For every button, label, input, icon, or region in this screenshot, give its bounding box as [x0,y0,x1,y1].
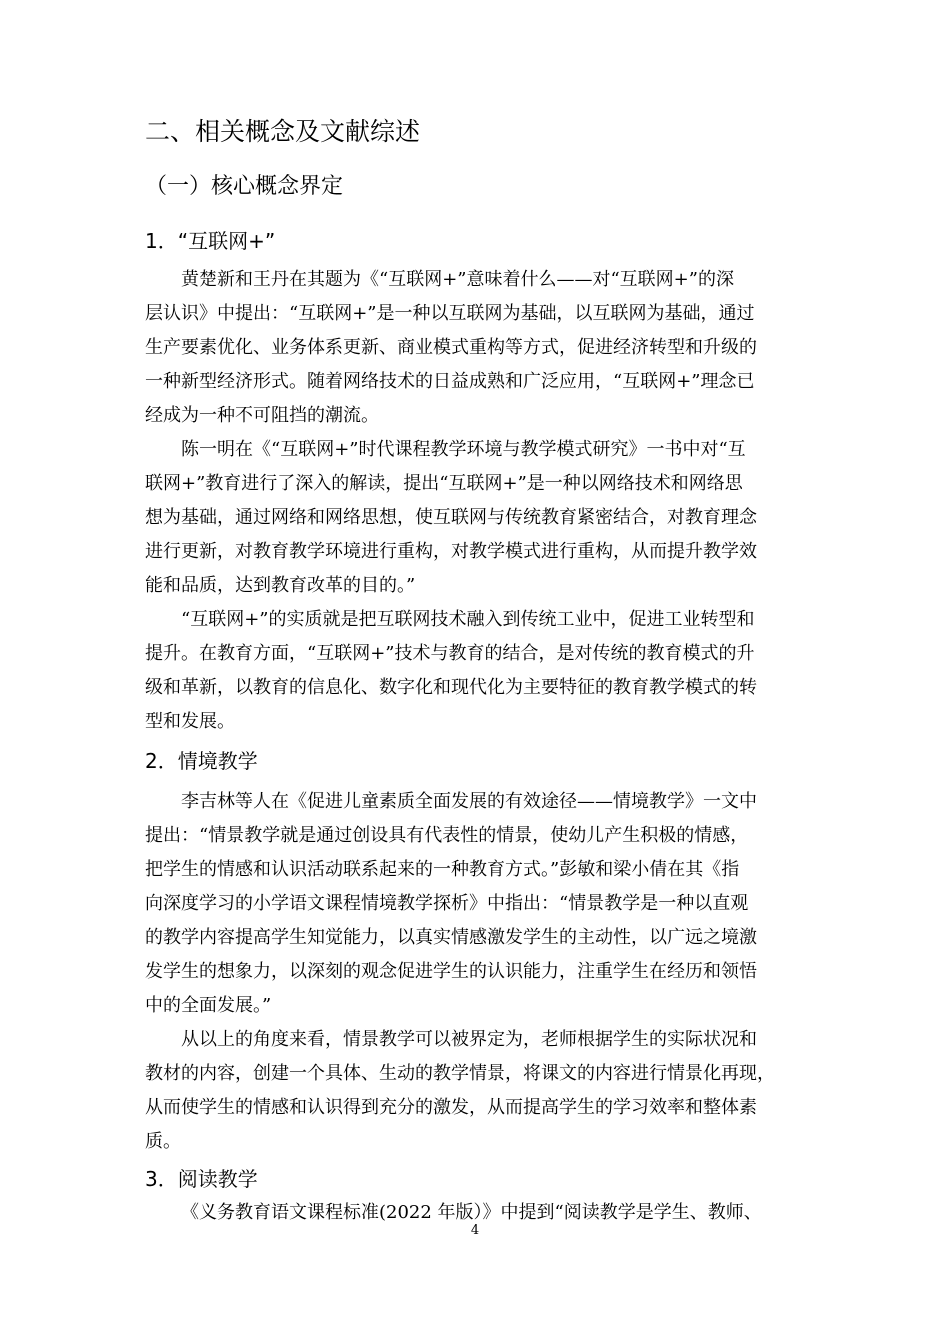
text-line: 层认识》中提出：“互联网+”是一种以互联网为基础，以互联网为基础，通过 [145,303,755,324]
text-line: 能和品质，达到教育改革的目的。” [145,575,416,596]
text-line: 经成为一种不可阻挡的潮流。 [145,405,379,426]
text-line: 把学生的情感和认识活动联系起来的一种教育方式。”彭敏和梁小倩在其《指 [145,859,740,880]
text-line: 提出：“情景教学就是通过创设具有代表性的情景，使幼儿产生积极的情感， [145,825,749,846]
text-line: 教材的内容，创建一个具体、生动的教学情景，将课文的内容进行情景化再现， [145,1063,775,1084]
subsection-heading-situational-teaching: 2．情境教学 [145,749,258,773]
text-line: 想为基础，通过网络和网络思想，使互联网与传统教育紧密结合，对教育理念 [145,507,757,528]
text-line: 向深度学习的小学语文课程情境教学探析》中指出：“情景教学是一种以直观 [145,893,749,914]
text-line: 黄楚新和王丹在其题为《“互联网+”意味着什么——对“互联网+”的深 [181,269,734,290]
paragraph [145,433,810,603]
text-line: 李吉林等人在《促进儿童素质全面发展的有效途径——情境教学》一文中 [181,791,757,812]
paragraph [145,1023,810,1159]
text-line: 生产要素优化、业务体系更新、商业模式重构等方式，促进经济转型和升级的 [145,337,757,358]
text-line: 提升。在教育方面，“互联网+”技术与教育的结合，是对传统的教育模式的升 [145,643,755,664]
text-line: 陈一明在《“互联网+”时代课程教学环境与教学模式研究》一书中对“互 [181,439,746,460]
text-line: 从而使学生的情感和认识得到充分的激发，从而提高学生的学习效率和整体素 [145,1097,757,1118]
subsection-heading-internet-plus: 1．“互联网+” [145,229,276,253]
text-line: 联网+”教育进行了深入的解读，提出“互联网+”是一种以网络技术和网络思 [145,473,743,494]
text-line: 中的全面发展。” [145,995,272,1016]
section-heading: （一）核心概念界定 [145,174,344,199]
text-line: 一种新型经济形式。随着网络技术的日益成熟和广泛应用，“互联网+”理念已 [145,371,755,392]
text-line: 型和发展。 [145,711,235,732]
text-line: 质。 [145,1131,181,1152]
paragraph [145,603,810,739]
text-line: 进行更新，对教育教学环境进行重构，对教学模式进行重构，从而提升教学效 [145,541,757,562]
chapter-heading: 二、相关概念及文献综述 [145,117,421,146]
text-line: 从以上的角度来看，情景教学可以被界定为，老师根据学生的实际状况和 [181,1029,757,1050]
subsection-heading-reading-teaching: 3．阅读教学 [145,1167,258,1191]
text-line: 级和革新，以教育的信息化、数字化和现代化为主要特征的教育教学模式的转 [145,677,757,698]
text-line: 的教学内容提高学生知觉能力，以真实情感激发学生的主动性，以广远之境激 [145,927,757,948]
text-line: “互联网+”的实质就是把互联网技术融入到传统工业中，促进工业转型和 [181,609,755,630]
page-number: 4 [470,1223,480,1238]
text-line: 发学生的想象力，以深刻的观念促进学生的认识能力，注重学生在经历和领悟 [145,961,757,982]
paragraph [145,785,810,1023]
paragraph [145,263,810,433]
text-line: 《义务教育语文课程标准(2022 年版）》中提到“阅读教学是学生、教师、 [181,1202,762,1223]
